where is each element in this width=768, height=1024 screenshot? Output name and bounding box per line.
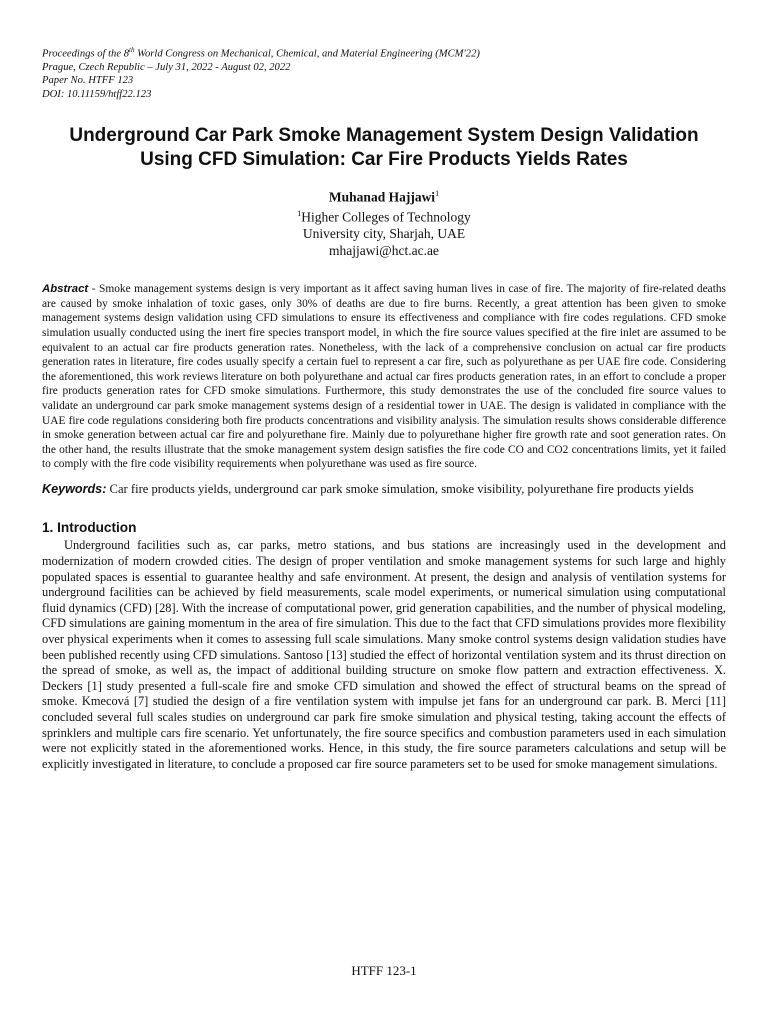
abstract-label: Abstract: [42, 283, 89, 296]
author-address: University city, Sharjah, UAE: [302, 226, 466, 242]
abstract: [42, 282, 726, 472]
header-paper-number: Paper No. HTFF 123: [42, 75, 134, 87]
header-conference-line: Proceedings of the 8th World Congress on Mechanical, Chemical, and Material Engineering (MCM'22): [42, 46, 480, 60]
author-name: Muhanad Hajjawi$^1$: [328, 189, 440, 205]
author-affiliation: $^1$Higher Colleges of Technology: [297, 209, 471, 225]
header-location-line: Prague, Czech Republic – July 31, 2022 - August 02, 2022: [42, 61, 291, 73]
keywords-label: Keywords:: [42, 481, 107, 496]
author-email[interactable]: mhajjawi@hct.ac.ae: [329, 242, 439, 258]
author-block: [42, 186, 726, 259]
abstract-text: - Smoke management systems design is very important as it affect saving human lives in case of fire. The majority of fire-related deaths are caused by smoke inhalation of toxic gases, only 30% of deaths are due to fire burns. Recently, a great attention has been given to smoke management systems design validation using CFD simulations to ensure its effectiveness and compliance with fire codes regulations. CFD smoke simulation usually conducted using the inert fire species transport model, in which the fire source values specified at the fire inlet are assumed to be equivalent to an actual car fire products generation rates. Nonetheless, with the lack of a comprehensive conclusion on actual car fire products generation rates in literature, fire codes usually specify a certain fuel to represent a car fire, such as polyurethane as per UAE fire code. Considering the aforementioned, this work reviews literature on both polyurethane and actual car fires products generation rates, in an effort to conclude a proper fire products generation rates for CFD smoke simulations. Furthermore, this study demonstrates the use of the concluded fire source values to validate an underground car park smoke management systems design of a residential tower in UAE. The design is validated in compliance with the UAE fire code regulations considering both fire products concentrations and visibility analysis. The simulation results shows considerable difference in smoke generation between actual car fire and polyurethane fire. Mainly due to polyurethane higher fire growth rate and soot generation rates. On the other hand, the results illustrate that the smoke management system design satisfies the fire code CO and CO2 concentrations limits, yet it failed to comply with the fire code visibility requirements when polyurethane was used as fire source.: [42, 283, 726, 471]
paper-title: Underground Car Park Smoke Management System Design Validation Using CFD Simulation: Car Fire Products Yields Rates: [69, 125, 699, 171]
header-doi: DOI: 10.11159/htff22.123: [42, 88, 152, 100]
page-footer: HTFF 123-1: [351, 963, 417, 978]
keywords-text: Car fire products yields, underground car park smoke simulation, smoke visibility, polyurethane fire products yields: [106, 481, 694, 496]
keywords: [42, 482, 726, 498]
introduction-paragraph: Underground facilities such as, car parks, metro stations, and bus stations are increasingly used in the development and modernization of modern crowded cities. The design of proper ventilation and smoke management systems for such large and highly populated spaces is essential to guarantee healthy and safe environment. At present, the design and analysis of ventilation systems for underground facilities can be achieved by field measurements, scale model experiments, or numerical simulation using computational fluid dynamics (CFD) [28]. With the increase of computational power, grid generation capabilities, and the number of physical modeling, CFD simulations are gaining momentum in the area of fire simulation. This due to the fact that CFD simulations provides more flexibility over physical experiments when it comes to assessing full scale simulations. Many smoke control systems design validation studies have been published recently using CFD simulations. Santoso [13] studied the effect of horizontal ventilation system and its thrust direction on the spread of smoke, as well as, the impact of additional building structure on smoke flow pattern and extraction effectiveness. X. Deckers [1] study presented a full-scale fire and smoke CFD simulation and showed the effect of structural beams on the spread of smoke. Kmecová [7] studied the design of a fire ventilation system with impulse jet fans for an underground car park. B. Merci [11] concluded several full scales studies on underground car park fire smoke simulation and physical testing, taking account the effects of sprinklers and multiple cars fire scenario. Yet unfortunately, the fire source specifics and combustion parameters used in each simulation were not explicitly stated in the aforementioned works. Hence, in this study, the fire source parameters calculations and setup will be explicitly investigated in literature, to conclude a proposed car fire source parameters set to be used for smoke management simulations.: [42, 538, 726, 771]
section-heading-introduction: 1. Introduction: [42, 520, 137, 536]
proceedings-header: [42, 0, 726, 101]
